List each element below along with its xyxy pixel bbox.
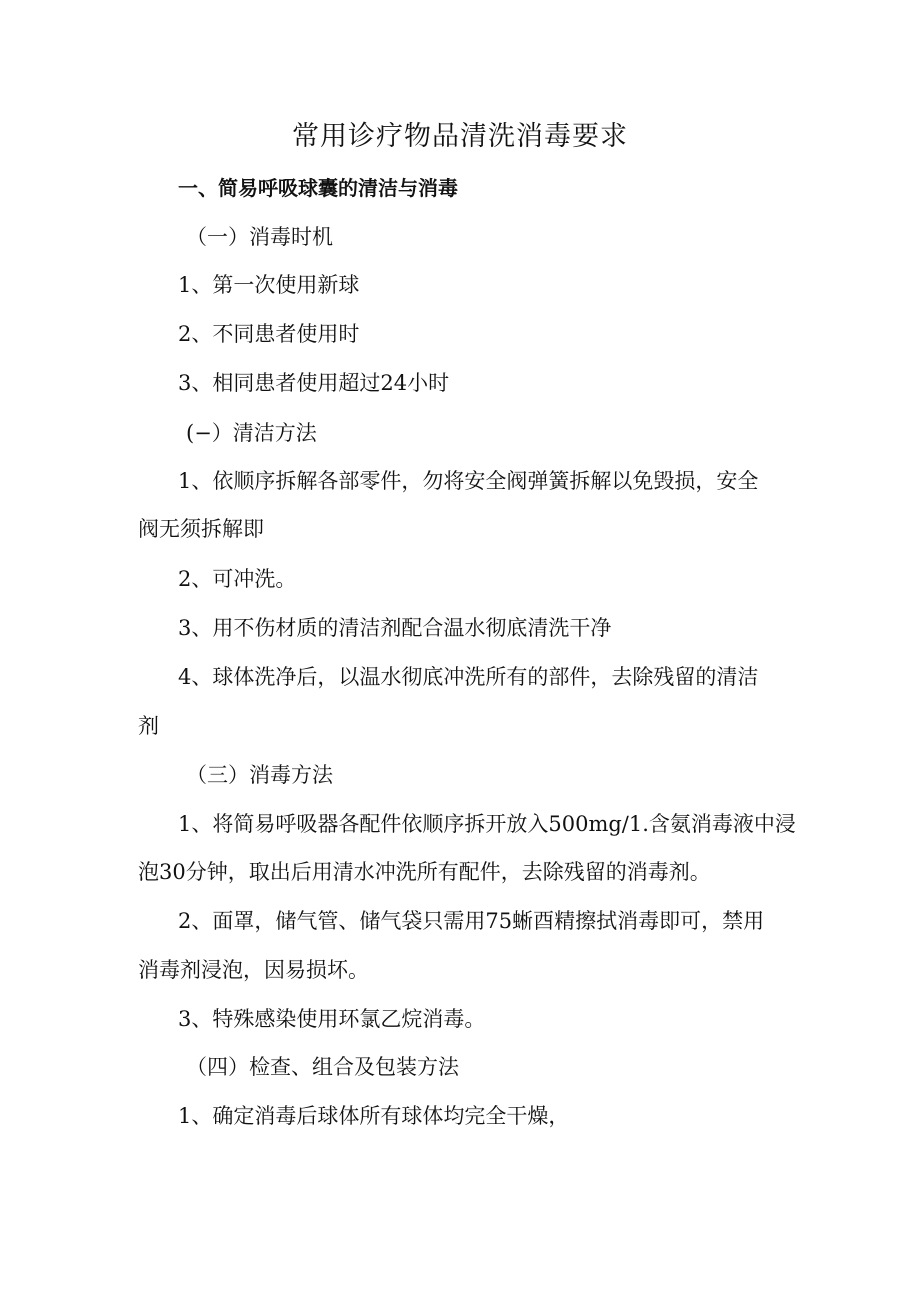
subsection-heading: （三）消毒方法 xyxy=(186,763,333,787)
paragraph-line: 1、将简易呼吸器各配件依顺序拆开放入500mg∕1.含氨消毒液中浸 xyxy=(178,812,796,836)
paragraph-line: 泡30分钟，取出后用清水冲洗所有配件，去除残留的消毒剂。 xyxy=(138,860,711,884)
paragraph-line: 消毒剂浸泡，因易损坏。 xyxy=(138,958,369,982)
document-title: 常用诊疗物品清洗消毒要求 xyxy=(292,121,628,152)
list-item: 2、不同患者使用时 xyxy=(178,322,360,346)
list-item: 2、可冲洗。 xyxy=(178,567,297,591)
list-item: 3、特殊感染使用环氯乙烷消毒。 xyxy=(178,1007,486,1031)
paragraph-line: 剂 xyxy=(138,714,159,738)
subsection-heading: （四）检查、组合及包装方法 xyxy=(186,1055,459,1079)
paragraph-line: 2、面罩，储气管、储气袋只需用75蜥酉精擦拭消毒即可，禁用 xyxy=(178,909,765,933)
paragraph-line: 1、依顺序拆解各部零件，勿将安全阀弹簧拆解以免毁损，安全 xyxy=(178,469,759,493)
list-item: 3、相同患者使用超过24小时 xyxy=(178,371,450,395)
paragraph-line: 4、球体洗净后，以温水彻底冲洗所有的部件，去除残留的清洁 xyxy=(178,665,759,689)
section-heading: 一、简易呼吸球囊的清洁与消毒 xyxy=(178,176,458,200)
list-item: 3、用不伤材质的清洁剂配合温水彻底清洗干净 xyxy=(178,616,612,640)
list-item: 1、第一次使用新球 xyxy=(178,273,360,297)
subsection-heading: (−）清洁方法 xyxy=(186,421,317,445)
paragraph-line: 阀无须拆解即 xyxy=(138,517,264,541)
list-item: 1、确定消毒后球体所有球体均完全干燥， xyxy=(178,1104,570,1128)
subsection-heading: （一）消毒时机 xyxy=(186,225,333,249)
